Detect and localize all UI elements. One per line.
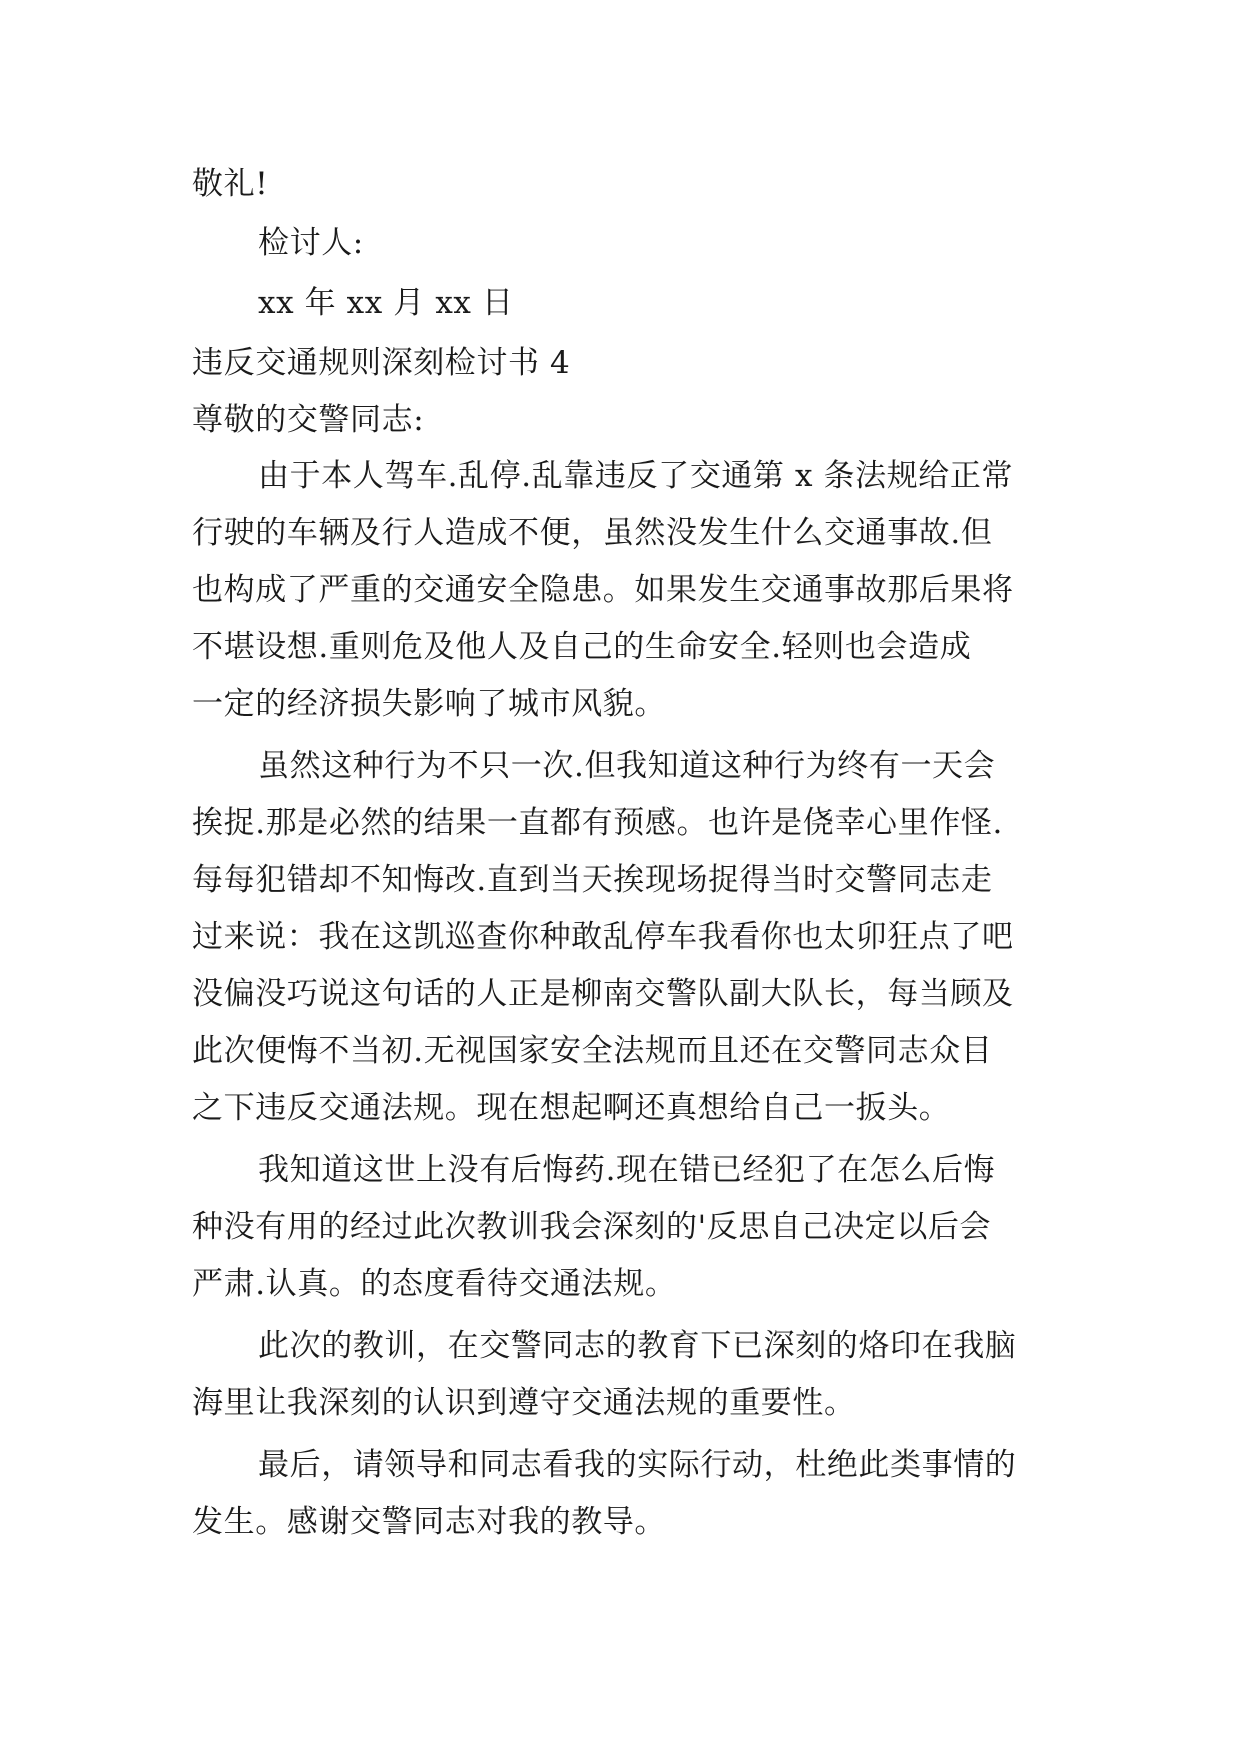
paragraph-2-line: 过来说：我在这凯巡查你种敢乱停车我看你也太卯狂点了吧 — [192, 919, 1014, 955]
paragraph-1-line: 由于本人驾车.乱停.乱靠违反了交通第 x 条法规给正常 — [258, 458, 1014, 494]
paragraph-2-line: 虽然这种行为不只一次.但我知道这种行为终有一天会 — [258, 748, 996, 784]
document-title: 违反交通规则深刻检讨书 4 — [192, 345, 571, 381]
closing-line: 敬礼! — [192, 166, 269, 202]
signer-label: 检讨人: — [258, 225, 364, 261]
paragraph-5-line: 发生。感谢交警同志对我的教导。 — [192, 1504, 666, 1540]
paragraph-3-line: 我知道这世上没有后悔药.现在错已经犯了在怎么后悔 — [258, 1152, 996, 1188]
paragraph-1-line: 行驶的车辆及行人造成不便，虽然没发生什么交通事故.但 — [192, 515, 993, 551]
paragraph-4-line: 海里让我深刻的认识到遵守交通法规的重要性。 — [192, 1385, 856, 1421]
signature-date: xx 年 xx 月 xx 日 — [258, 285, 514, 321]
paragraph-2-line: 没偏没巧说这句话的人正是柳南交警队副大队长，每当顾及 — [192, 976, 1014, 1012]
paragraph-4-line: 此次的教训，在交警同志的教育下已深刻的烙印在我脑 — [258, 1328, 1017, 1364]
paragraph-2-line: 每每犯错却不知悔改.直到当天挨现场捉得当时交警同志走 — [192, 862, 993, 898]
paragraph-2-line: 挨捉.那是必然的结果一直都有预感。也许是侥幸心里作怪. — [192, 805, 1003, 841]
paragraph-2-line: 此次便悔不当初.无视国家安全法规而且还在交警同志众目 — [192, 1033, 993, 1069]
paragraph-3-line: 严肃.认真。的态度看待交通法规。 — [192, 1266, 677, 1302]
paragraph-1-line: 也构成了严重的交通安全隐患。如果发生交通事故那后果将 — [192, 572, 1014, 608]
paragraph-3-line: 种没有用的经过此次教训我会深刻的'反思自己决定以后会 — [192, 1209, 992, 1245]
paragraph-5-line: 最后，请领导和同志看我的实际行动，杜绝此类事情的 — [258, 1447, 1017, 1483]
paragraph-2-line: 之下违反交通法规。现在想起啊还真想给自己一扳头。 — [192, 1090, 951, 1126]
salutation: 尊敬的交警同志: — [192, 402, 425, 438]
paragraph-1-line: 一定的经济损失影响了城市风貌。 — [192, 686, 666, 722]
paragraph-1-line: 不堪设想.重则危及他人及自己的生命安全.轻则也会造成 — [192, 629, 972, 665]
